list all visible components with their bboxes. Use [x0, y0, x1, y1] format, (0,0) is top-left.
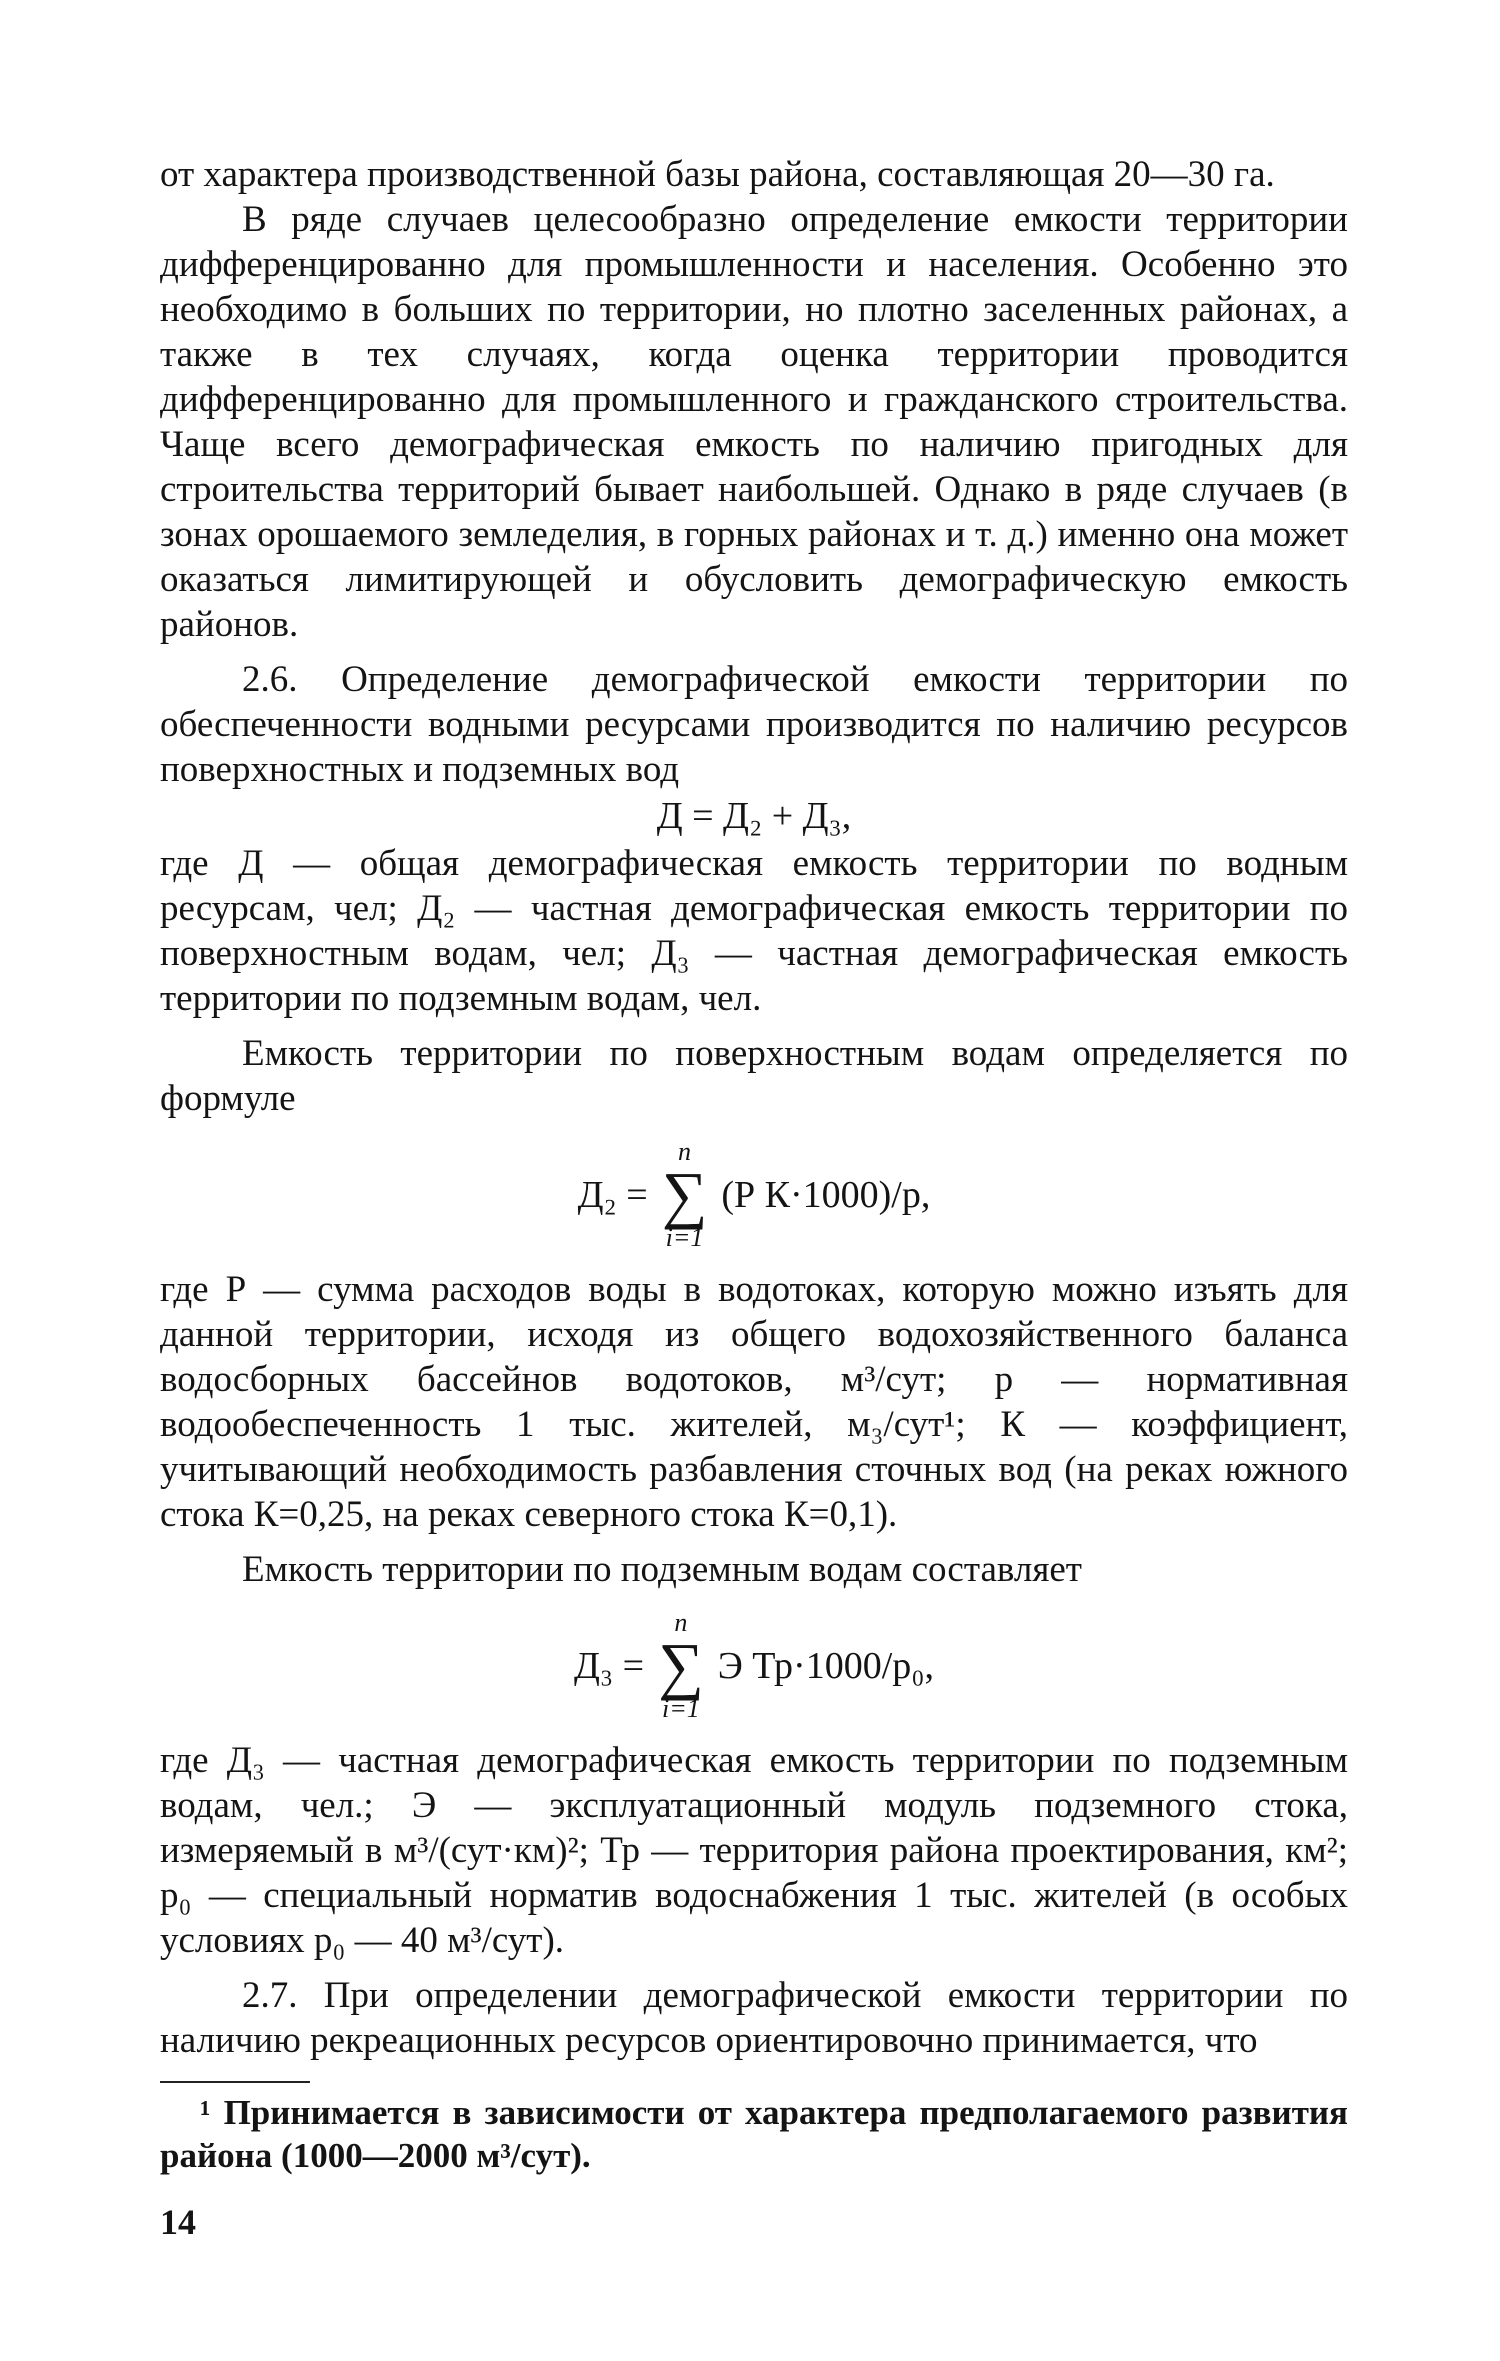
summation [662, 1139, 708, 1251]
footnote-divider [160, 2081, 310, 2083]
paragraph-surface-water: Емкость территории по поверхностным водам определяется по формуле [160, 1033, 1348, 1119]
sigma-symbol: ∑ [658, 1630, 704, 1701]
formula-rhs: Э Тр·1000/р₀, [717, 1644, 935, 1687]
sum-lower-limit: i=1 [665, 1223, 704, 1252]
formula-ground-water [160, 1610, 1348, 1722]
sum-upper-limit: n [678, 1137, 692, 1166]
paragraph-definitions-2: где Р — сумма расходов воды в водотоках, которую можно изъять для данной территории, исходя из общего водохозяйственного баланса водосборных бассейнов водотоков, м³/сут; р — нормативная водообеспеченность 1 тыс. жителей, м₃/сут¹; К — коэффициент, учитывающий необходимость разбавления сточных вод (на реках южного стока К=0,25, на реках северного стока К=0,1). [160, 1269, 1348, 1535]
formula-total-capacity: Д = Д₂ + Д₃, [656, 795, 852, 837]
formula-lhs: Д₂ = [577, 1173, 648, 1216]
paragraph-ground-water: Емкость территории по подземным водам составляет [242, 1549, 1082, 1590]
paragraph-1: от характера производственной базы района, составляющая 20—30 га. [160, 154, 1275, 195]
sum-lower-limit: i=1 [662, 1694, 700, 1723]
page-number: 14 [160, 2202, 196, 2242]
paragraph-2: В ряде случаев целесообразно определение емкости территории дифференцированно для промышленности и населения. Особенно это необходимо в больших по территории, но плотно заселенных районах, а также в тех случаях, когда оценка территории проводится дифференцированно для промышленного и гражданского строительства. Чаще всего демографическая емкость по наличию пригодных для строительства территорий бывает наибольшей. Однако в ряде случаев (в зонах орошаемого земледелия, в горных районах и т. д.) именно она может оказаться лимитирующей и обусловить демографическую емкость районов. [160, 199, 1348, 645]
section-2-6: 2.6. Определение демографической емкости территории по обеспеченности водными ресурсами производится по наличию ресурсов поверхностных и подземных вод [160, 659, 1348, 790]
section-2-7: 2.7. При определении демографической емкости территории по наличию рекреационных ресурсов ориентировочно принимается, что [160, 1975, 1348, 2061]
sigma-symbol: ∑ [661, 1159, 708, 1230]
sum-upper-limit: n [674, 1608, 688, 1637]
footnote: ¹ Принимается в зависимости от характера предполагаемого развития района (1000—2000 м³/сут). [160, 2093, 1348, 2175]
formula-rhs: (Р К·1000)/р, [721, 1173, 931, 1216]
summation [658, 1610, 704, 1722]
paragraph-definitions-1: где Д — общая демографическая емкость территории по водным ресурсам, чел; Д₂ — частная демографическая емкость территории по поверхностным водам, чел; Д₃ — частная демографическая емкость территории по подземным водам, чел. [160, 843, 1348, 1019]
paragraph-definitions-3: где Д₃ — частная демографическая емкость территории по подземным водам, чел.; Э — эксплуатационный модуль подземного стока, измеряемый в м³/(сут·км)²; Тр — территория района проектирования, км²; р₀ — специальный норматив водоснабжения 1 тыс. жителей (в особых условиях р₀ — 40 м³/сут). [160, 1740, 1348, 1961]
formula-surface-water [160, 1139, 1348, 1251]
formula-lhs: Д₃ = [573, 1644, 645, 1687]
